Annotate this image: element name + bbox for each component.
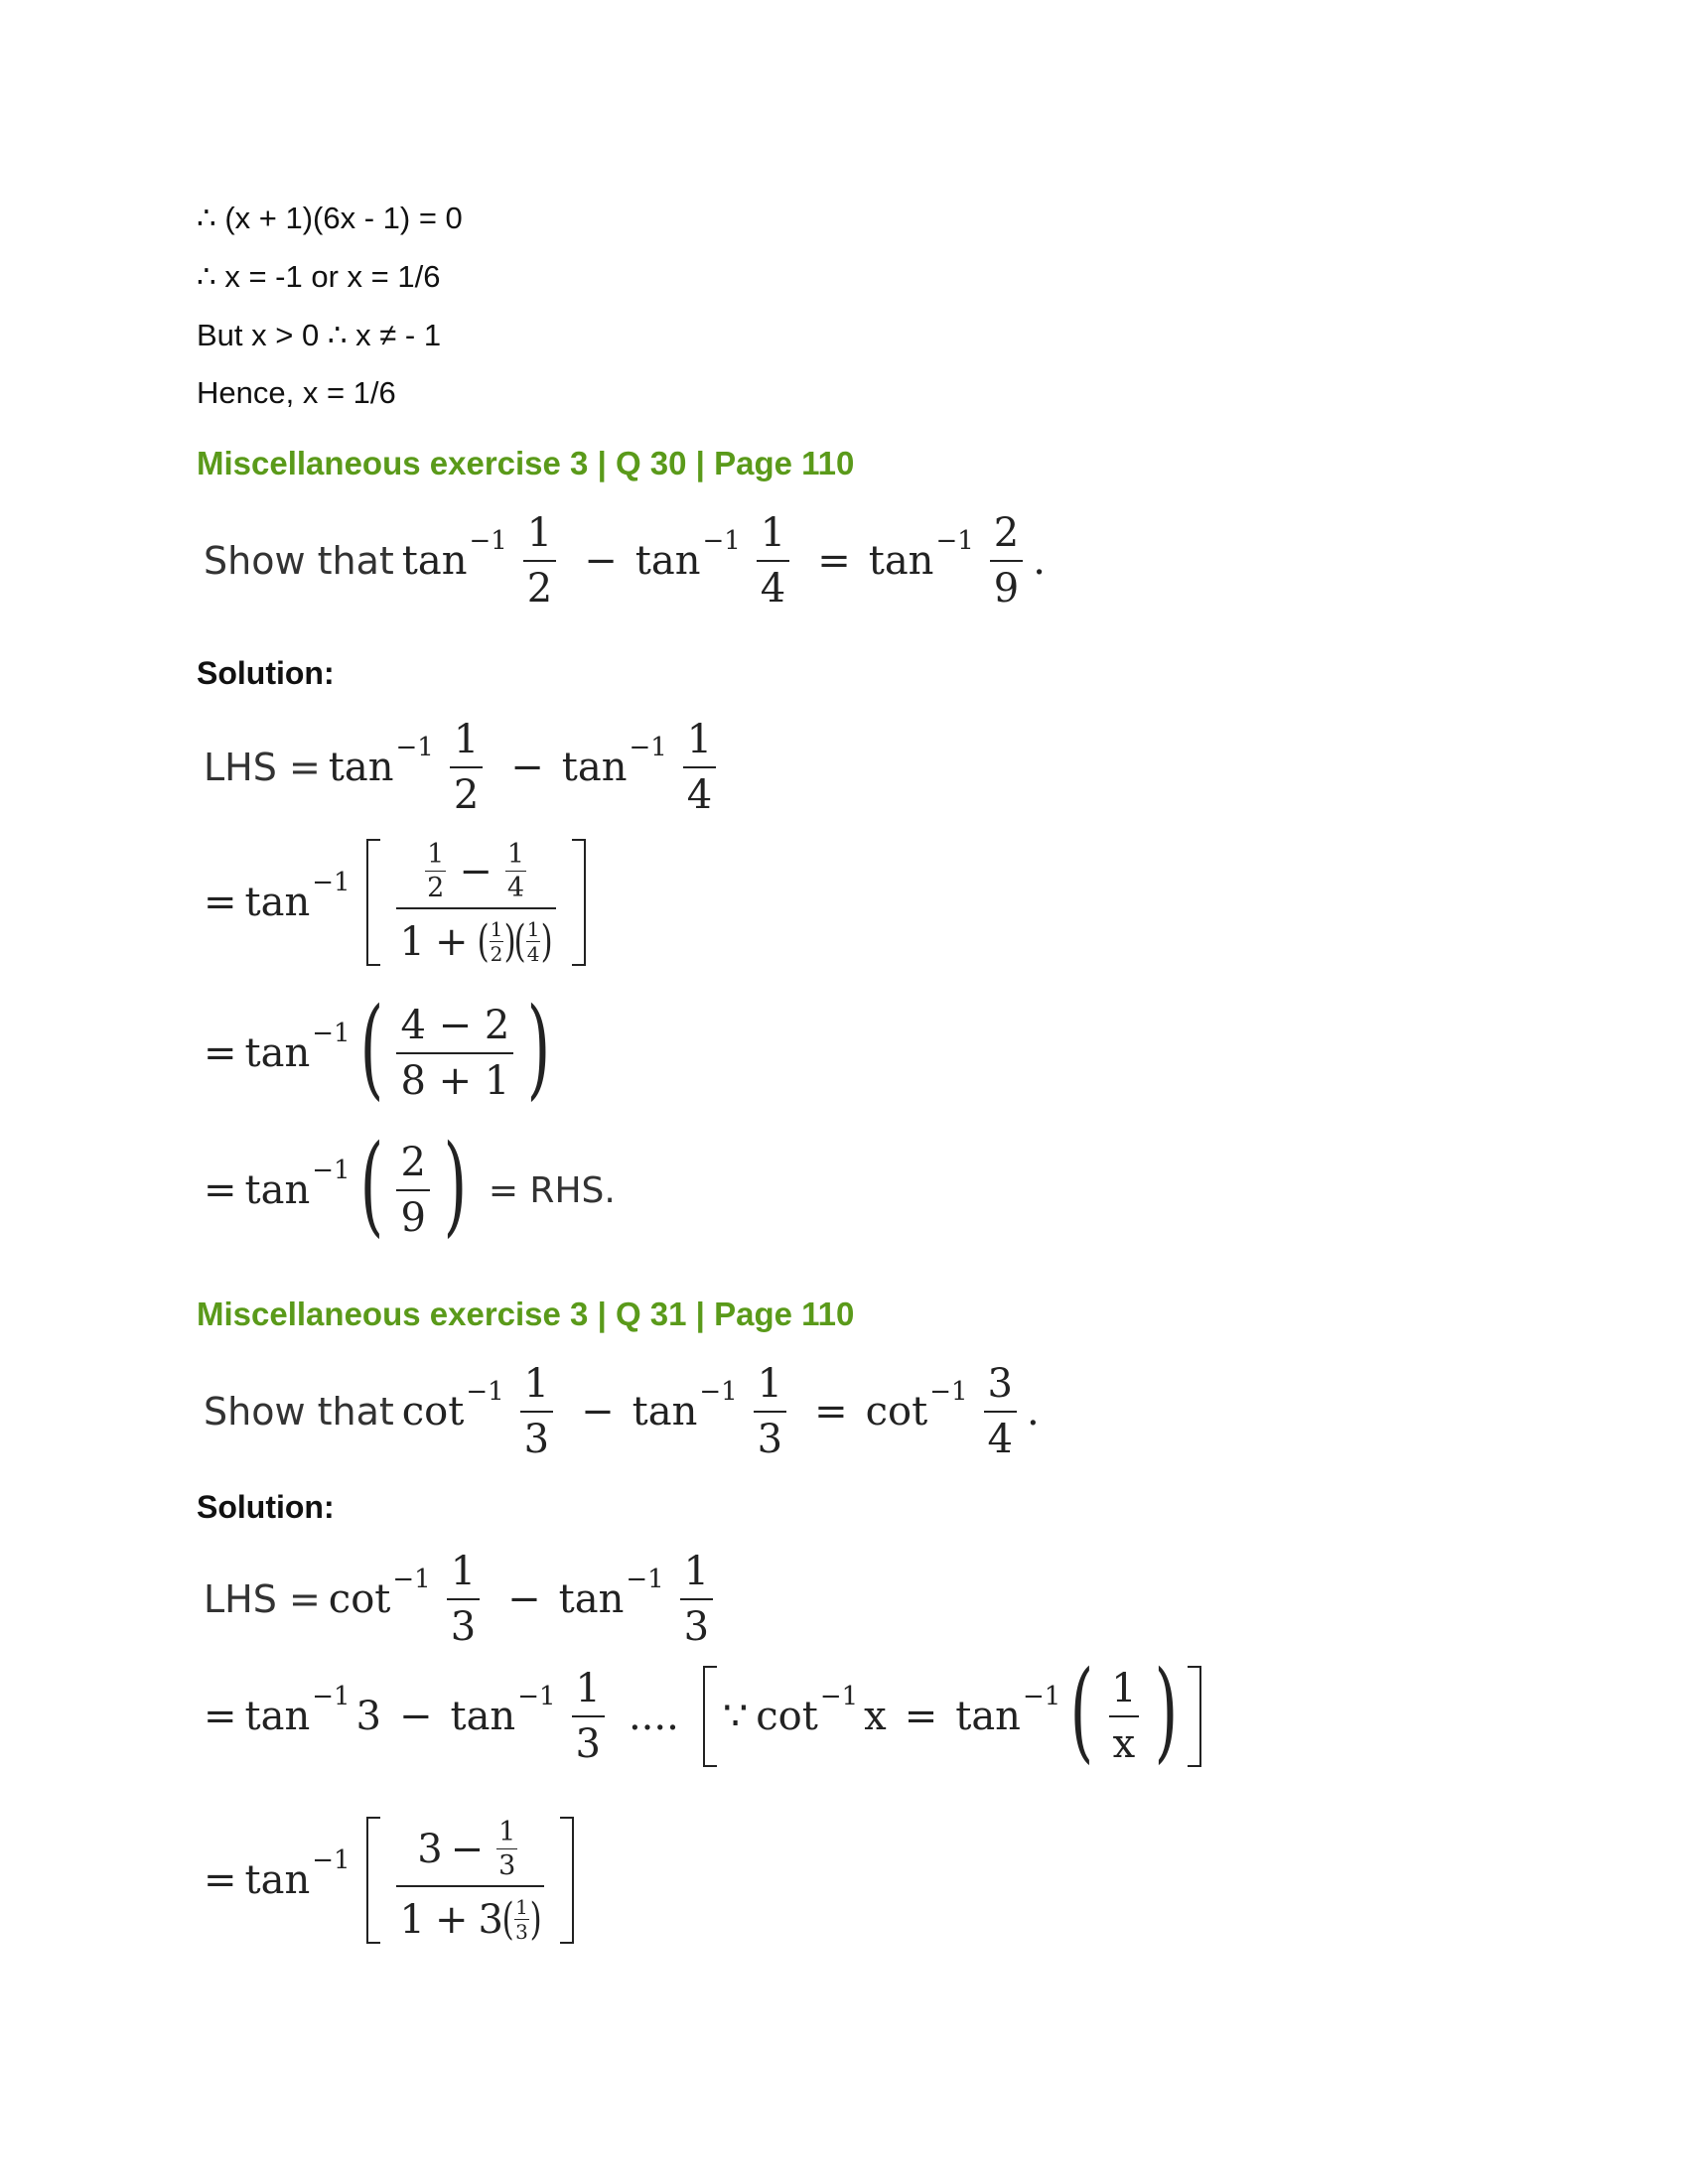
right-bracket — [1188, 1666, 1201, 1767]
fraction-1-3: $\frac{1}{3}$ — [515, 1895, 528, 1944]
inverse-exponent: −1 — [466, 1377, 504, 1407]
tan-fn: tan — [450, 1694, 516, 1739]
statement-prefix: Show that — [204, 1390, 394, 1433]
because-symbol: ∵ — [722, 1694, 749, 1739]
q30-solution-label: Solution: — [197, 655, 335, 691]
inverse-exponent: −1 — [702, 526, 741, 556]
tan-fn: tan — [244, 880, 311, 925]
q31-step-3 — [204, 1817, 584, 1944]
equation-line-4: Hence, x = 1/6 — [197, 375, 396, 410]
tan-fn: tan — [244, 1030, 311, 1076]
compound-fraction — [396, 839, 556, 966]
fraction-1-3: $\frac{1}{3}$ — [754, 1361, 786, 1462]
tan-fn: tan — [244, 1167, 311, 1213]
inverse-exponent: −1 — [629, 733, 667, 762]
period: . — [1026, 1389, 1040, 1434]
equation-line-1: ∴ (x + 1)(6x - 1) = 0 — [197, 201, 463, 235]
minus-op: − — [459, 848, 492, 894]
inverse-exponent: −1 — [469, 526, 507, 556]
q31-step-1 — [204, 1549, 723, 1650]
q30-statement — [204, 510, 1046, 612]
equals-op: = — [814, 1389, 848, 1434]
minus-op: − — [450, 1826, 485, 1872]
right-paren: ) — [443, 1121, 468, 1248]
inverse-exponent: −1 — [312, 1845, 351, 1875]
ellipsis: .... — [628, 1694, 679, 1739]
fraction-2-9: $\frac{2}{9}$ — [396, 1140, 429, 1241]
statement-prefix: Show that — [204, 539, 394, 583]
fraction-1-3: $\frac{1}{3}$ — [447, 1549, 480, 1650]
period: . — [1033, 538, 1046, 584]
tan-fn: tan — [401, 538, 468, 584]
equation-line-3: But x > 0 ∴ x ≠ - 1 — [197, 318, 442, 352]
paren: ( — [513, 915, 526, 967]
equation-line-2: ∴ x = -1 or x = 1/6 — [197, 259, 441, 294]
fraction-3-4: $\frac{3}{4}$ — [984, 1361, 1017, 1462]
fraction-1-4: $\frac{1}{4}$ — [506, 839, 525, 903]
minus-op: − — [584, 538, 618, 584]
fraction-1-3: $\frac{1}{3}$ — [572, 1666, 605, 1767]
tan-fn: tan — [632, 1389, 698, 1434]
equals-op: = — [204, 1030, 237, 1076]
inverse-exponent: −1 — [312, 1019, 351, 1048]
fraction-1-3: $\frac{1}{3}$ — [680, 1549, 713, 1650]
tan-fn: tan — [868, 538, 934, 584]
cot-fn: cot — [756, 1694, 818, 1739]
tan-fn: tan — [558, 1576, 625, 1622]
lhs-label: LHS = — [204, 1577, 321, 1621]
equals-op: = — [204, 1167, 237, 1213]
equals-op: = — [904, 1694, 938, 1739]
q31-heading: Miscellaneous exercise 3 | Q 31 | Page 110 — [197, 1296, 855, 1332]
var-x: x — [864, 1694, 887, 1739]
q30-step-2 — [204, 839, 596, 966]
fraction-1-x: $\frac{1}{x}$ — [1107, 1666, 1140, 1767]
right-paren: ) — [1154, 1647, 1178, 1774]
left-paren: ( — [1069, 1647, 1094, 1774]
fraction-1-4: $\frac{1}{4}$ — [526, 917, 540, 966]
inverse-exponent: −1 — [312, 868, 351, 897]
right-bracket — [560, 1817, 574, 1944]
paren: ( — [501, 1893, 514, 1945]
q31-step-2 — [204, 1647, 1211, 1774]
equals-op: = — [204, 1694, 237, 1739]
tan-fn: tan — [328, 745, 394, 790]
minus-op: − — [398, 1694, 433, 1739]
inverse-exponent: −1 — [699, 1377, 738, 1407]
inverse-exponent: −1 — [626, 1565, 664, 1594]
fraction-4-minus-2-over-8-plus-1: $\frac{4 - 2}{8 + 1}$ — [396, 1003, 513, 1104]
one: 1 — [399, 1896, 425, 1943]
left-paren: ( — [359, 1121, 383, 1248]
fraction-1-3: $\frac{1}{3}$ — [520, 1361, 553, 1462]
left-bracket — [703, 1666, 717, 1767]
paren: ) — [503, 915, 517, 967]
plus-op: + — [434, 1896, 469, 1943]
paren: ) — [529, 1893, 542, 1945]
fraction-1-4: $\frac{1}{4}$ — [757, 510, 789, 612]
equals-op: = — [204, 880, 237, 925]
cot-fn: cot — [328, 1576, 391, 1622]
rhs-label: = RHS. — [488, 1169, 616, 1211]
left-paren: ( — [359, 984, 383, 1111]
one: 1 — [399, 918, 425, 965]
minus-op: − — [510, 745, 544, 790]
tan-fn: tan — [634, 538, 701, 584]
q30-step-3 — [204, 984, 554, 1111]
q30-step-1 — [204, 717, 726, 818]
q31-statement — [204, 1361, 1040, 1462]
fraction-1-2: $\frac{1}{2}$ — [427, 839, 445, 903]
fraction-2-9: $\frac{2}{9}$ — [990, 510, 1023, 612]
left-bracket — [366, 1817, 380, 1944]
fraction-1-2: $\frac{1}{2}$ — [523, 510, 556, 612]
fraction-1-3: $\frac{1}{3}$ — [498, 1817, 516, 1881]
inverse-exponent: −1 — [312, 1682, 351, 1711]
equals-op: = — [817, 538, 851, 584]
compound-fraction — [396, 1817, 545, 1944]
minus-op: − — [507, 1576, 541, 1622]
inverse-exponent: −1 — [929, 1377, 968, 1407]
three: 3 — [355, 1694, 381, 1739]
inverse-exponent: −1 — [395, 733, 434, 762]
tan-fn: tan — [244, 1694, 311, 1739]
tan-fn: tan — [244, 1857, 311, 1903]
equals-op: = — [204, 1857, 237, 1903]
q30-heading: Miscellaneous exercise 3 | Q 30 | Page 110 — [197, 445, 855, 481]
minus-op: − — [581, 1389, 615, 1434]
fraction-1-2: $\frac{1}{2}$ — [490, 917, 503, 966]
cot-fn: cot — [401, 1389, 465, 1434]
right-paren: ) — [526, 984, 551, 1111]
q30-step-4 — [204, 1121, 616, 1248]
cot-fn: cot — [865, 1389, 928, 1434]
lhs-label: LHS = — [204, 746, 321, 789]
paren: ) — [541, 915, 554, 967]
inverse-exponent: −1 — [1022, 1682, 1061, 1711]
three: 3 — [417, 1826, 443, 1872]
three: 3 — [478, 1896, 503, 1943]
inverse-exponent: −1 — [935, 526, 974, 556]
inverse-exponent: −1 — [312, 1156, 351, 1185]
inverse-exponent: −1 — [819, 1682, 859, 1711]
inverse-exponent: −1 — [517, 1682, 556, 1711]
fraction-1-2: $\frac{1}{2}$ — [450, 717, 483, 818]
right-bracket — [572, 839, 586, 966]
left-bracket — [366, 839, 380, 966]
plus-op: + — [434, 918, 469, 965]
inverse-exponent: −1 — [392, 1565, 431, 1594]
fraction-1-4: $\frac{1}{4}$ — [683, 717, 716, 818]
tan-fn: tan — [955, 1694, 1021, 1739]
paren: ( — [477, 915, 490, 967]
tan-fn: tan — [561, 745, 628, 790]
q31-solution-label: Solution: — [197, 1489, 335, 1525]
